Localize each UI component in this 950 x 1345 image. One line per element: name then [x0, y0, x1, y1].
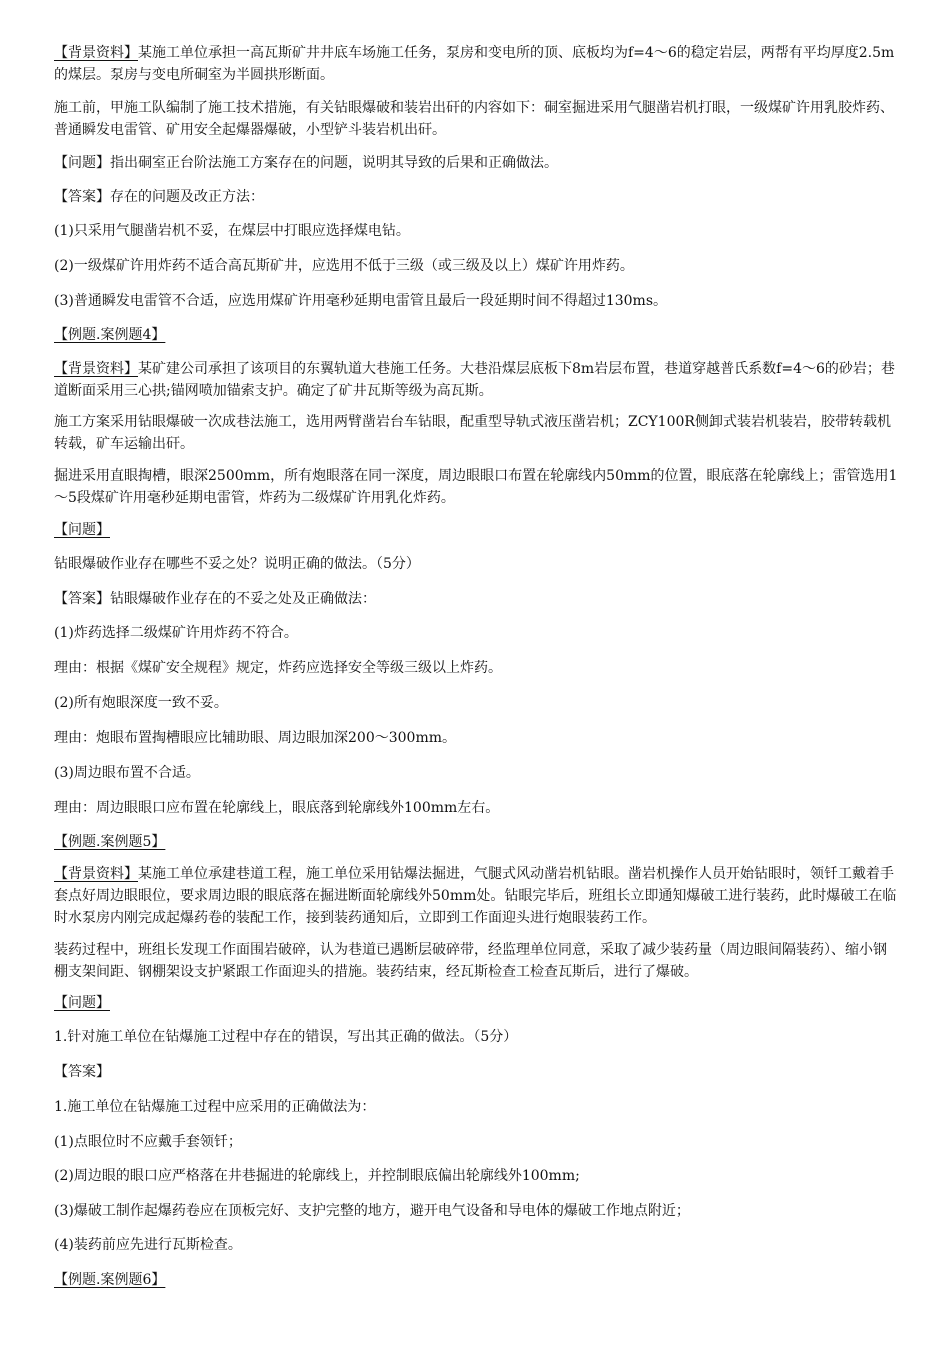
- answer-item: (2)所有炮眼深度一致不妥。: [54, 695, 228, 711]
- answer-item: (3)爆破工制作起爆药卷应在顶板完好、支护完整的地方，避开电气设备和导电体的爆破工作地点附近；: [54, 1203, 690, 1219]
- paragraph: 施工方案采用钻眼爆破一次成巷法施工，选用两臂凿岩台车钻眼，配重型导轨式液压凿岩机；ZCY100R侧卸式装岩机装岩，胶带转载机转载，矿车运输出矸。: [54, 414, 891, 452]
- section-tag: 【背景资料】: [54, 866, 138, 882]
- answer-item: (2)周边眼的眼口应严格落在井巷掘进的轮廓线上，并控制眼底偏出轮廓线外100mm;: [54, 1168, 580, 1184]
- question-paragraph: 【问题】指出硐室正台阶法施工方案存在的问题，说明其导致的后果和正确做法。: [54, 155, 558, 171]
- answer-item: (1)点眼位时不应戴手套领钎；: [54, 1134, 242, 1150]
- section-tag: 【背景资料】: [54, 45, 138, 61]
- answer-item: (1)只采用气腿凿岩机不妥，在煤层中打眼应选择煤电钻。: [54, 223, 410, 239]
- example-heading: 【例题.案例题5】: [54, 834, 166, 850]
- paragraph: 装药过程中，班组长发现工作面围岩破碎，认为巷道已遇断层破碎带，经监理单位同意，采取了减少装药量（周边眼间隔装药）、缩小钢棚支架间距、钢棚架设支护紧跟工作面迎头的措施。装药结束，经瓦斯检查工检查瓦斯后，进行了爆破。: [54, 942, 887, 980]
- paragraph: 施工前，甲施工队编制了施工技术措施，有关钻眼爆破和装岩出矸的内容如下：硐室掘进采用气腿凿岩机打眼，一级煤矿许用乳胶炸药、普通瞬发电雷管、矿用安全起爆器爆破，小型铲斗装岩机出矸。: [54, 100, 894, 138]
- answer-paragraph: 【答案】存在的问题及改正方法：: [54, 189, 264, 205]
- question-heading: 【问题】: [54, 995, 110, 1011]
- answer-reason: 理由：周边眼眼口应布置在轮廓线上，眼底落到轮廓线外100mm左右。: [54, 800, 500, 816]
- answer-item: (1)炸药选择二级煤矿许用炸药不符合。: [54, 625, 298, 641]
- answer-reason: 理由：根据《煤矿安全规程》规定，炸药应选择安全等级三级以上炸药。: [54, 660, 502, 676]
- answer-item: (4)装药前应先进行瓦斯检查。: [54, 1237, 242, 1253]
- example-heading: 【例题.案例题4】: [54, 327, 166, 343]
- section-tag: 【背景资料】: [54, 361, 138, 377]
- background-paragraph: 【背景资料】某矿建公司承担了该项目的东翼轨道大巷施工任务。大巷沿煤层底板下8m岩层布置，巷道穿越普氏系数f=4～6的砂岩；巷道断面采用三心拱;锚网喷加锚索支护。确定了矿井瓦斯等级为高瓦斯。: [54, 361, 895, 399]
- answer-item: (3)普通瞬发电雷管不合适，应选用煤矿许用毫秒延期电雷管且最后一段延期时间不得超过130ms。: [54, 293, 668, 309]
- question-paragraph: 1.针对施工单位在钻爆施工过程中存在的错误，写出其正确的做法。（5分）: [54, 1029, 518, 1045]
- question-heading: 【问题】: [54, 522, 110, 538]
- background-paragraph: 【背景资料】某施工单位承建巷道工程，施工单位采用钻爆法掘进，气腿式风动凿岩机钻眼。凿岩机操作人员开始钻眼时，领钎工戴着手套点好周边眼眼位，要求周边眼的眼底落在掘进断面轮廓线外50mm处。钻眼完毕后，班组长立即通知爆破工进行装药，此时爆破工在临时水泵房内刚完成起爆药卷的装配工作，接到装药通知后，立即到工作面迎头进行炮眼装药工作。: [54, 866, 897, 926]
- example-heading: 【例题.案例题6】: [54, 1272, 166, 1288]
- answer-paragraph: 1.施工单位在钻爆施工过程中应采用的正确做法为：: [54, 1099, 376, 1115]
- background-paragraph: 【背景资料】某施工单位承担一高瓦斯矿井井底车场施工任务，泵房和变电所的顶、底板均为f=4～6的稳定岩层，两帮有平均厚度2.5m的煤层。泵房与变电所硐室为半圆拱形断面。: [54, 45, 895, 83]
- answer-heading: 【答案】: [54, 1064, 110, 1080]
- question-paragraph: 钻眼爆破作业存在哪些不妥之处？说明正确的做法。（5分）: [54, 556, 420, 572]
- answer-paragraph: 【答案】钻眼爆破作业存在的不妥之处及正确做法：: [54, 591, 376, 607]
- answer-item: (2)一级煤矿许用炸药不适合高瓦斯矿井，应选用不低于三级（或三级及以上）煤矿许用炸药。: [54, 258, 634, 274]
- answer-reason: 理由：炮眼布置掏槽眼应比辅助眼、周边眼加深200～300mm。: [54, 730, 456, 746]
- answer-item: (3)周边眼布置不合适。: [54, 765, 200, 781]
- paragraph: 掘进采用直眼掏槽，眼深2500mm，所有炮眼落在同一深度，周边眼眼口布置在轮廓线内50mm的位置，眼底落在轮廓线上；雷管选用1～5段煤矿许用毫秒延期电雷管，炸药为二级煤矿许用乳化炸药。: [54, 468, 898, 506]
